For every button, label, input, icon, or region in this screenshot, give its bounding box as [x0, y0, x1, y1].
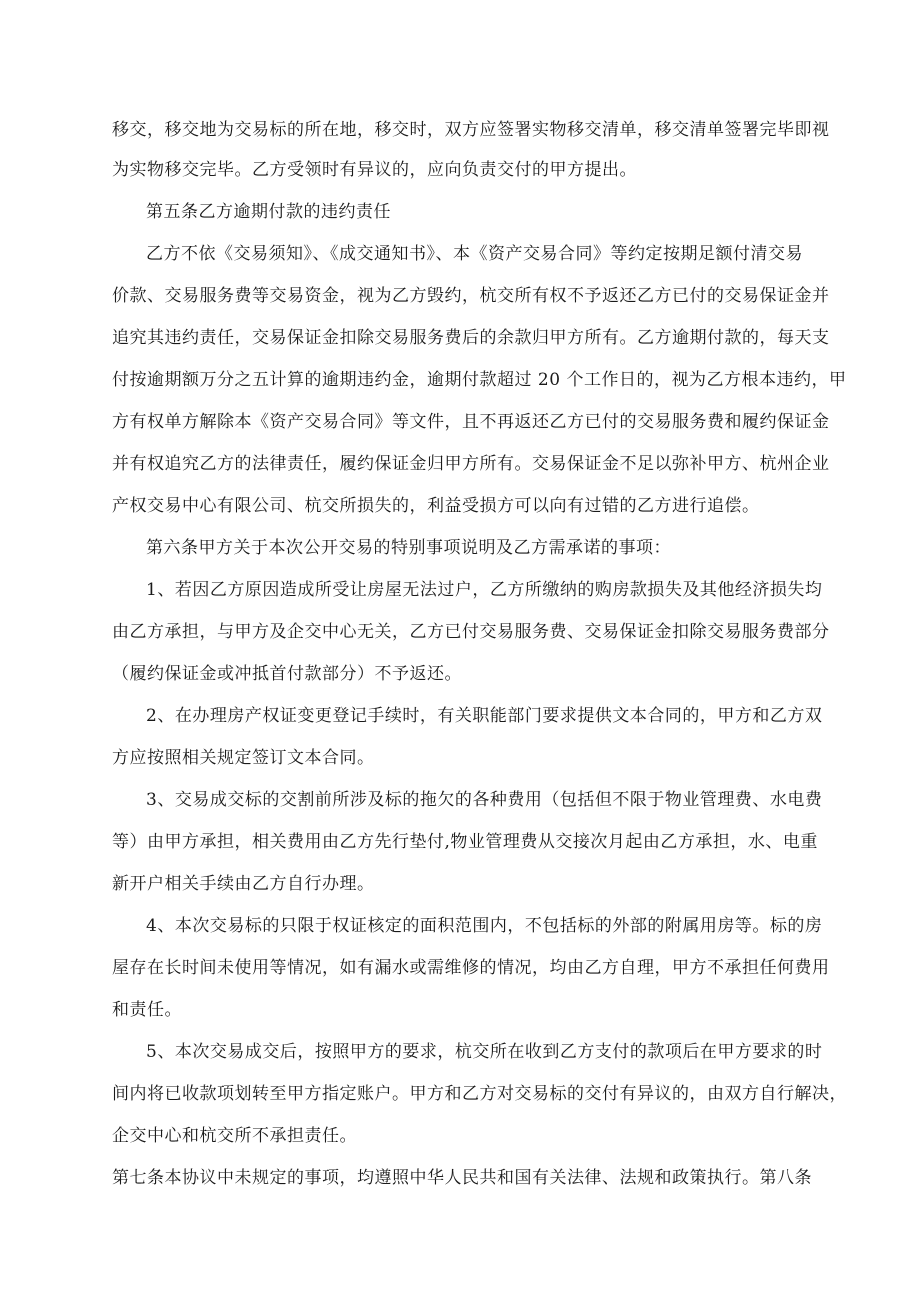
text-line: 由乙方承担，与甲方及企交中心无关，乙方已付交易服务费、交易保证金扣除交易服务费部分 — [112, 622, 830, 642]
text-line: 第七条本协议中未规定的事项，均遵照中华人民共和国有关法律、法规和政策执行。第八条 — [112, 1168, 812, 1188]
list-item-start: 1、若因乙方原因造成所受让房屋无法过户，乙方所缴纳的购房款损失及其他经济损失均 — [146, 580, 823, 600]
text-line: 屋存在长时间未使用等情况，如有漏水或需维修的情况，均由乙方自理，甲方不承担任何费用 — [112, 958, 830, 978]
section-heading: 第五条乙方逾期付款的违约责任 — [146, 202, 391, 222]
list-item-start: 2、在办理房产权证变更登记手续时，有关职能部门要求提供文本合同的，甲方和乙方双 — [146, 706, 823, 726]
list-item-start: 3、交易成交标的交割前所涉及标的拖欠的各种费用（包括但不限于物业管理费、水电费 — [146, 790, 823, 810]
text-line: 价款、交易服务费等交易资金，视为乙方毁约，杭交所有权不予返还乙方已付的交易保证金并 — [112, 286, 830, 306]
text-line: 产权交易中心有限公司、杭交所损失的，利益受损方可以向有过错的乙方进行追偿。 — [112, 496, 760, 516]
list-item-start: 4、本次交易标的只限于权证核定的面积范围内，不包括标的外部的附属用房等。标的房 — [146, 916, 823, 936]
text-line: 移交，移交地为交易标的所在地，移交时，双方应签署实物移交清单，移交清单签署完毕即视 — [112, 120, 830, 140]
text-line: 方有权单方解除本《资产交易合同》等文件，且不再返还乙方已付的交易服务费和履约保证金 — [112, 412, 830, 432]
text-line: 和责任。 — [112, 1000, 182, 1020]
text-line: 乙方不依《交易须知》、《成交通知书》、本《资产交易合同》等约定按期足额付清交易 — [146, 244, 803, 264]
text-line: 间内将已收款项划转至甲方指定账户。甲方和乙方对交易标的交付有异议的，由双方自行解决， — [112, 1084, 847, 1104]
text-line: 新开户相关手续由乙方自行办理。 — [112, 874, 375, 894]
text-line: 付按逾期额万分之五计算的逾期违约金，逾期付款超过 20 个工作日的，视为乙方根本违约，甲 — [112, 370, 847, 390]
text-line: 等）由甲方承担，相关费用由乙方先行垫付,物业管理费从交接次月起由乙方承担，水、电重 — [112, 832, 818, 852]
text-line: 企交中心和杭交所不承担责任。 — [112, 1126, 357, 1146]
section-heading: 第六条甲方关于本次公开交易的特别事项说明及乙方需承诺的事项： — [146, 538, 671, 558]
text-line: 追究其违约责任，交易保证金扣除交易服务费后的余款归甲方所有。乙方逾期付款的，每天支 — [112, 328, 830, 348]
text-line: （履约保证金或冲抵首付款部分）不予返还。 — [112, 664, 462, 684]
text-line: 并有权追究乙方的法律责任，履约保证金归甲方所有。交易保证金不足以弥补甲方、杭州企业 — [112, 454, 830, 474]
text-line: 为实物移交完毕。乙方受领时有异议的，应向负责交付的甲方提出。 — [112, 160, 637, 180]
list-item-start: 5、本次交易成交后，按照甲方的要求，杭交所在收到乙方支付的款项后在甲方要求的时 — [146, 1042, 823, 1062]
text-line: 方应按照相关规定签订文本合同。 — [112, 748, 375, 768]
